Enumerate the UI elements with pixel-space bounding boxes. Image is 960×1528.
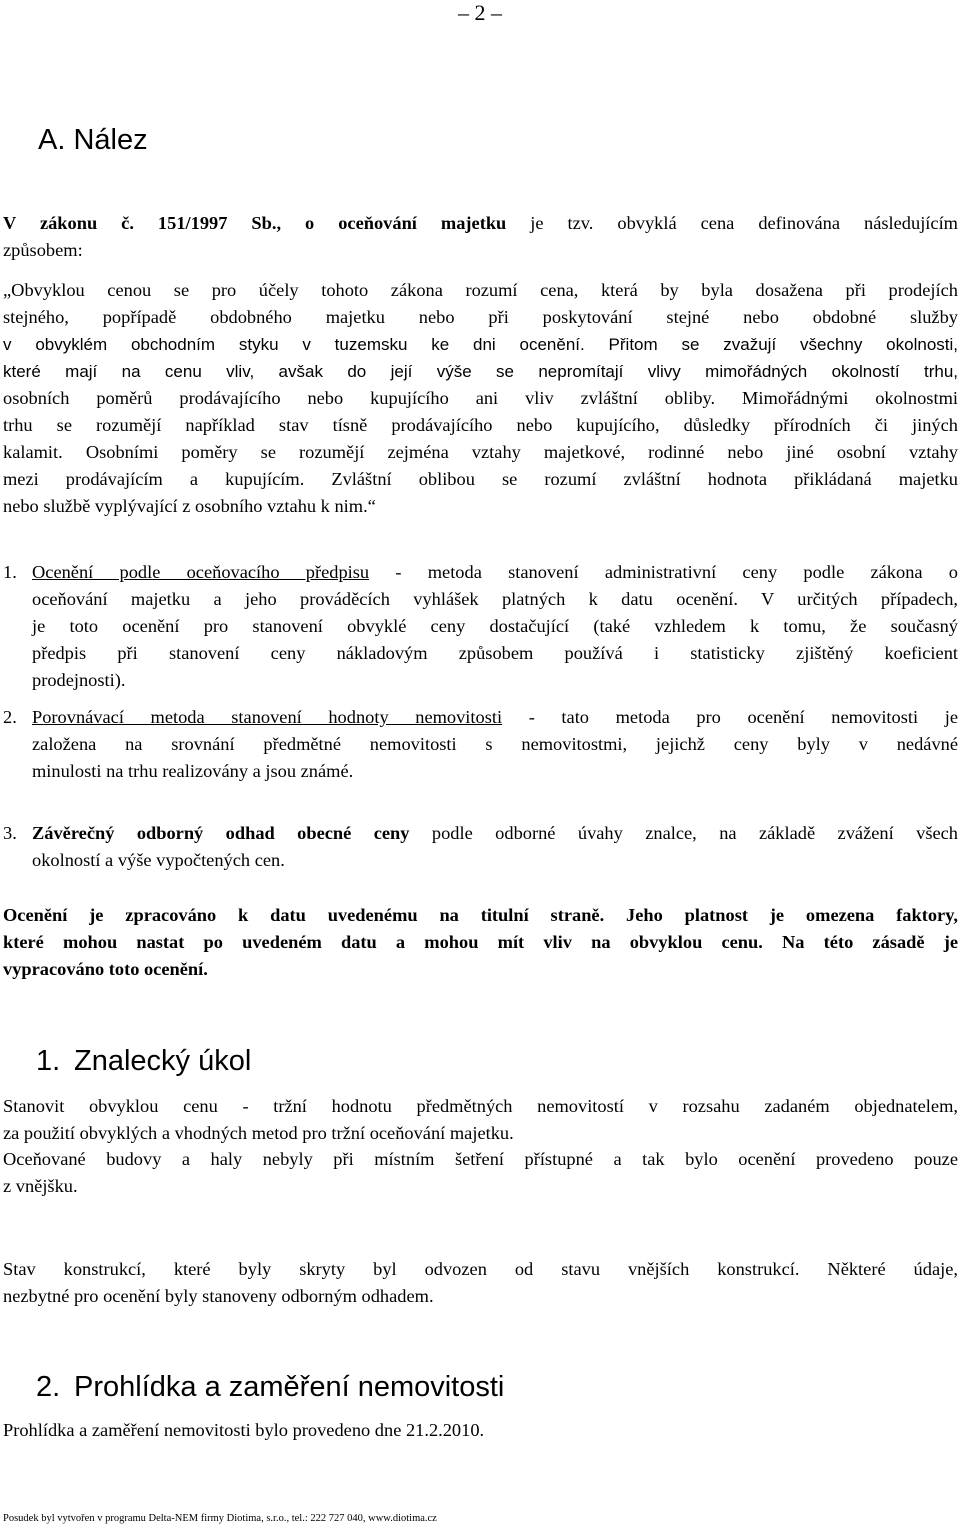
intro-line: V zákonu č. 151/1997 Sb., o oceňování majetku je tzv. obvyklá cena definována následujícím	[3, 213, 958, 233]
method-item-1: 1. Ocenění podle oceňovacího předpisu - metoda stanovení administrativní ceny podle zákona o oceňování majetku a jeho prováděcích vyhlášek platných k datu ocenění. V určitých případech, je toto ocenění pro stanovení obvyklé ceny dostačující (také vzhledem k tomu, že současný předpis při stanovení ceny nákladovým způsobem používá i statisticky zjištěný koeficient prodejnosti).	[3, 559, 958, 694]
page-number: – 2 –	[458, 0, 502, 25]
method-number: 1.	[3, 562, 17, 582]
validity-note: Ocenění je zpracováno k datu uvedenému na titulní straně. Jeho platnost je omezena faktory, které mohou nastat po uvedeném datu a mohou mít vliv na obvyklou cenu. Na této zásadě je vypracováno toto ocenění.	[3, 905, 958, 979]
intro-paragraph	[3, 210, 958, 264]
section-2-title: 2. Prohlídka a zaměření nemovitosti	[36, 1371, 505, 1403]
method-name: Porovnávací metoda stanovení hodnoty nemovitosti	[32, 707, 503, 727]
intro-line: způsobem:	[3, 240, 83, 260]
method-number: 2.	[3, 707, 17, 727]
footer-note: Posudek byl vytvořen v programu Delta-NEM firmy Diotima, s.r.o., tel.: 222 727 040, www.diotima.cz	[3, 1513, 437, 1524]
inspection-date-paragraph: Prohlídka a zaměření nemovitosti bylo provedeno dne 21.2.2010.	[3, 1420, 485, 1440]
law-reference: V zákonu č. 151/1997 Sb., o oceňování majetku	[3, 213, 507, 233]
method-name: Závěrečný odborný odhad obecné ceny	[32, 823, 410, 843]
definition-quote: „Obvyklou cenou se pro účely tohoto zákona rozumí cena, která by byla dosažena při prodejích stejného, popřípadě obdobného majetku nebo při poskytování stejné nebo obdobné služby v obvyklém obchodním styku v tuzemsku ke dni ocenění. Přitom se zvažují všechny okolnosti, které mají na cenu vliv, avšak do její výše se nepromítají vlivy mimořádných okolností trhu, osobních poměrů prodávajícího nebo kupujícího ani vliv zvláštní obliby. Mimořádnými okolnostmi trhu se rozumějí například stav tísně prodávajícího nebo kupujícího, důsledky přírodních či jiných kalamit. Osobními poměry se rozumějí zejména vztahy majetkové, rodinné nebo jiné osobní vztahy mezi prodávajícím a kupujícím. Zvláštní oblibou se rozumí zvláštní hodnota přikládaná majetku nebo službě vyplývající z osobního vztahu k nim.“	[3, 280, 958, 516]
method-number: 3.	[3, 823, 17, 843]
section-a-title: A. Nález	[38, 124, 148, 156]
section-1-title: 1. Znalecký úkol	[36, 1045, 252, 1077]
method-name: Ocenění podle oceňovacího předpisu	[32, 562, 370, 582]
inspection-access-paragraph: Oceňované budovy a haly nebyly při místním šetření přístupné a tak bylo ocenění provedeno pouze z vnějšku.	[3, 1149, 958, 1196]
method-item-3: 3. Závěrečný odborný odhad obecné ceny podle odborné úvahy znalce, na základě zvážení všech okolností a výše vypočtených cen.	[3, 820, 958, 874]
method-item-2: 2. Porovnávací metoda stanovení hodnoty nemovitosti - tato metoda pro ocenění nemovitosti je založena na srovnání předmětné nemovitosti s nemovitostmi, jejichž ceny byly v nedávné minulosti na trhu realizovány a jsou známé.	[3, 704, 958, 785]
task-paragraph: Stanovit obvyklou cenu - tržní hodnotu předmětných nemovitostí v rozsahu zadaném objednatelem, za použití obvyklých a vhodných metod pro tržní oceňování majetku.	[3, 1096, 958, 1143]
construction-paragraph: Stav konstrukcí, které byly skryty byl odvozen od stavu vnějších konstrukcí. Některé údaje, nezbytné pro ocenění byly stanoveny odborným odhadem.	[3, 1259, 958, 1306]
